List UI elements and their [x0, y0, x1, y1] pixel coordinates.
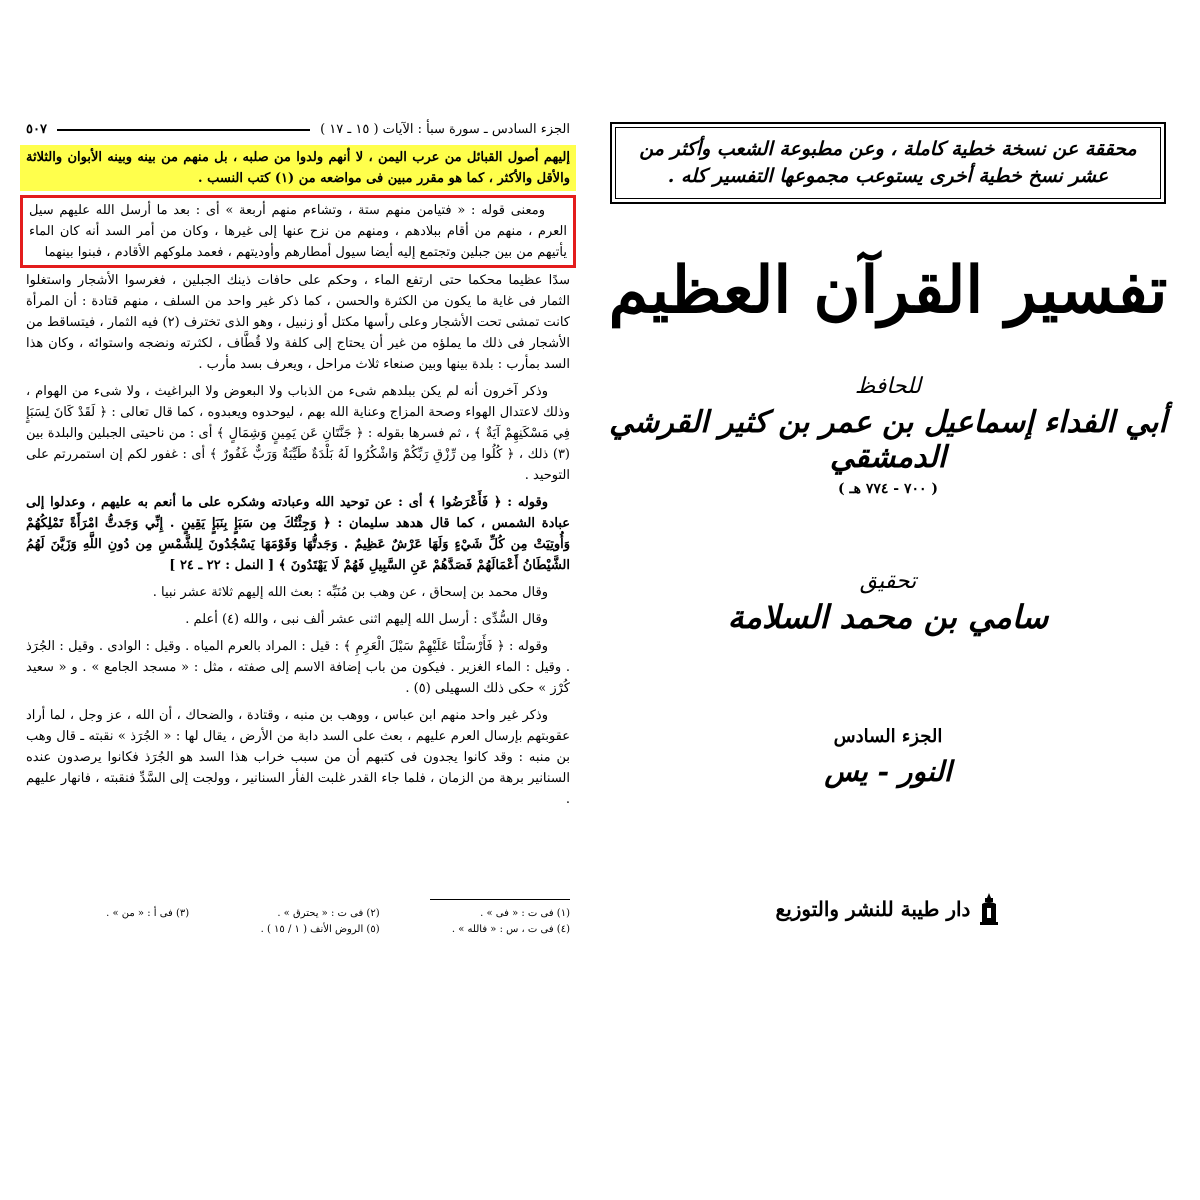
- book-title: تفسير القرآن العظيم: [608, 253, 1168, 328]
- body-paragraph: سدًا عظيما محكما حتى ارتفع الماء ، وحكم على حافات ذينك الجبلين ، فغرسوا الأشجار واستغلوا الثمار فى غاية ما يكون من الكثرة والحسن ، كما ذكر غير واحد من السلف ، منهم قتادة : أن المرأة كانت تمشى تحت الأشجار وعلى رأسها مكتل أو زنبيل ، وهو الذى تخترف (٢) فيه الثمار ، فيتساقط من الأشجار فى ذلك ما يملؤه من غير أن يحتاج إلى كلفة ولا قُطَّاف ، لكثرته ونضجه واستوائه ، وكان هذا السد بمأرب : بلدة بينها وبين صنعاء ثلاث مراحل ، ويعرف بسد مأرب .: [26, 273, 570, 372]
- body-paragraph: وذكر آخرون أنه لم يكن ببلدهم شىء من الذباب ولا البعوض ولا البراغيث ، ولا شىء من الهوام ، وذلك لاعتدال الهواء وصحة المزاج وعناية الله بهم ، ليوحدوه ويعبدوه ، كما قال تعالى : ﴿ لَقَدْ كَانَ لِسَبَإٍ فِي مَسْكَنِهِمْ آيَةٌ ﴾ ، ثم فسرها بقوله : ﴿ جَنَّتَانِ عَن يَمِينٍ وَشِمَالٍ ﴾ أى : من ناحيتى الجبلين والبلدة بين (٣) ذلك ، ﴿ كُلُوا مِن رِّزْقِ رَبِّكُمْ وَاشْكُرُوا لَهُ بَلْدَةٌ طَيِّبَةٌ وَرَبٌّ غَفُورٌ ﴾ أى : غفور لكم إن استمررتم على التوحيد .: [26, 384, 570, 483]
- footnote-row: [26, 922, 570, 938]
- boxed-paragraph: ومعنى قوله : « فتيامن منهم ستة ، وتشاءم منهم أربعة » أى : بعد ما أرسل الله عليهم سيل العرم ، منهم من أقام ببلادهم ، ومنهم من نزح عنها إلى غيرها ، وكان من أمر السد أنه كان الماء يأتيهم من بين جبلين وتجتمع إليه أيضا سيول أمطارهم وأوديتهم ، فعمد ملوكهم الأقادم ، فبنوا بينهما: [29, 203, 567, 260]
- footnote: (٤) فى ت ، س : « فالله » .: [451, 924, 570, 935]
- footnote-row: [26, 906, 570, 922]
- edition-banner: [610, 122, 1166, 204]
- header-rule: [57, 129, 310, 131]
- body-paragraph: وقوله : ﴿ فَأَعْرَضُوا ﴾ أى : عن توحيد الله وعبادته وشكره على ما أنعم به عليهم ، وعدلوا إلى عبادة الشمس ، كما قال هدهد سليمان : ﴿ وَجِئْتُكَ مِن سَبَإٍ بِنَبَإٍ يَقِينٍ . إِنِّي وَجَدتُّ امْرَأَةً تَمْلِكُهُمْ وَأُوتِيَتْ مِن كُلِّ شَيْءٍ وَلَهَا عَرْشٌ عَظِيمٌ . وَجَدتُّهَا وَقَوْمَهَا يَسْجُدُونَ لِلشَّمْسِ مِن دُونِ اللَّهِ وَزَيَّنَ لَهُمُ الشَّيْطَانُ أَعْمَالَهُمْ فَصَدَّهُمْ عَنِ السَّبِيلِ فَهُمْ لَا يَهْتَدُونَ ﴾ [ النمل : ٢٢ ـ ٢٤ ]: [26, 495, 570, 573]
- volume-number: الجزء السادس: [833, 726, 943, 747]
- footnote: [26, 922, 189, 938]
- publisher-name: دار طيبة للنشر والتوزيع: [775, 897, 971, 921]
- footnote: (٥) الروض الأنف ( ١ / ١٥ ) .: [260, 924, 380, 935]
- footnote: (٣) فى أ : « من » .: [106, 908, 190, 919]
- body-paragraph: وقال محمد بن إسحاق ، عن وهب بن مُنَبِّه : بعث الله إليهم ثلاثة عشر نبيا .: [152, 585, 548, 600]
- footnote: (٢) فى ت : « يحترق » .: [277, 908, 380, 919]
- tafsir-text-page: [18, 108, 578, 948]
- editor-name: سامي بن محمد السلامة: [727, 598, 1049, 636]
- highlighted-paragraph: إليهم أصول القبائل من عرب اليمن ، لا أنهم ولدوا من صلبه ، بل منهم من بينه وبينه الأبوان والثلاثة والأقل والأكثر ، كما هو مقرر مبين فى مواضعه من (١) كتب النسب .: [20, 145, 576, 191]
- title-page: [608, 108, 1168, 948]
- body-paragraph: وقال السُّدِّى : أرسل الله إليهم اثنى عشر ألف نبى ، والله (٤) أعلم .: [185, 612, 548, 627]
- footnotes: [26, 899, 570, 938]
- running-header: [18, 108, 578, 137]
- publisher-logo-icon: [978, 892, 1000, 926]
- running-title: الجزء السادس ـ سورة سبأ : الآيات ( ١٥ ـ ١٧ ): [320, 122, 570, 137]
- footnote: (١) فى ت : « فى » .: [480, 908, 570, 919]
- author-dates: ( ٧٠٠ - ٧٧٤ هـ ): [837, 481, 939, 497]
- publisher: [608, 892, 1168, 926]
- edition-banner-text: محققة عن نسخة خطية كاملة ، وعن مطبوعة الشعب وأكثر من عشر نسخ خطية أخرى يستوعب مجموعها التفسير كله .: [615, 127, 1161, 199]
- body-paragraph: وذكر غير واحد منهم ابن عباس ، ووهب بن منبه ، وقتادة ، والضحاك ، أن الله ، عز وجل ، لما أراد عقوبتهم بإرسال العرم عليهم ، بعث على السد دابة من الأرض ، يقال لها : « الجُرَذ » نقبته ـ قال وهب بن منبه : وقد كانوا يجدون فى كتبهم أن من سبب خراب هذا السد هو الجُرَذ فكانوا يرصدون عنده السنانير برهة من الزمان ، فلما جاء القدر غلبت الفأر السنانير ، وولجت إلى السَّدِّ فنقبته ، فانهار عليهم .: [26, 708, 570, 807]
- red-boxed-passage: [20, 195, 576, 268]
- author-label: للحافظ: [854, 374, 922, 399]
- body-paragraph: وقوله : ﴿ فَأَرْسَلْنَا عَلَيْهِمْ سَيْلَ الْعَرِمِ ﴾ : قيل : المراد بالعرم المياه . وقيل : الوادى . وقيل : الجُرَذ . وقيل : الماء الغزير . فيكون من باب إضافة الاسم إلى صفته ، مثل : « مسجد الجامع » . و « سعيد كُرْز » حكى ذلك السهيلى (٥) .: [26, 639, 570, 696]
- page-number: ٥٠٧: [26, 122, 47, 137]
- editor-label: تحقيق: [859, 569, 917, 594]
- author-name: أبي الفداء إسماعيل بن عمر بن كثير القرشي الدمشقي: [609, 405, 1167, 475]
- footnote-separator: [430, 899, 570, 900]
- volume-range: النور - يس: [824, 755, 952, 788]
